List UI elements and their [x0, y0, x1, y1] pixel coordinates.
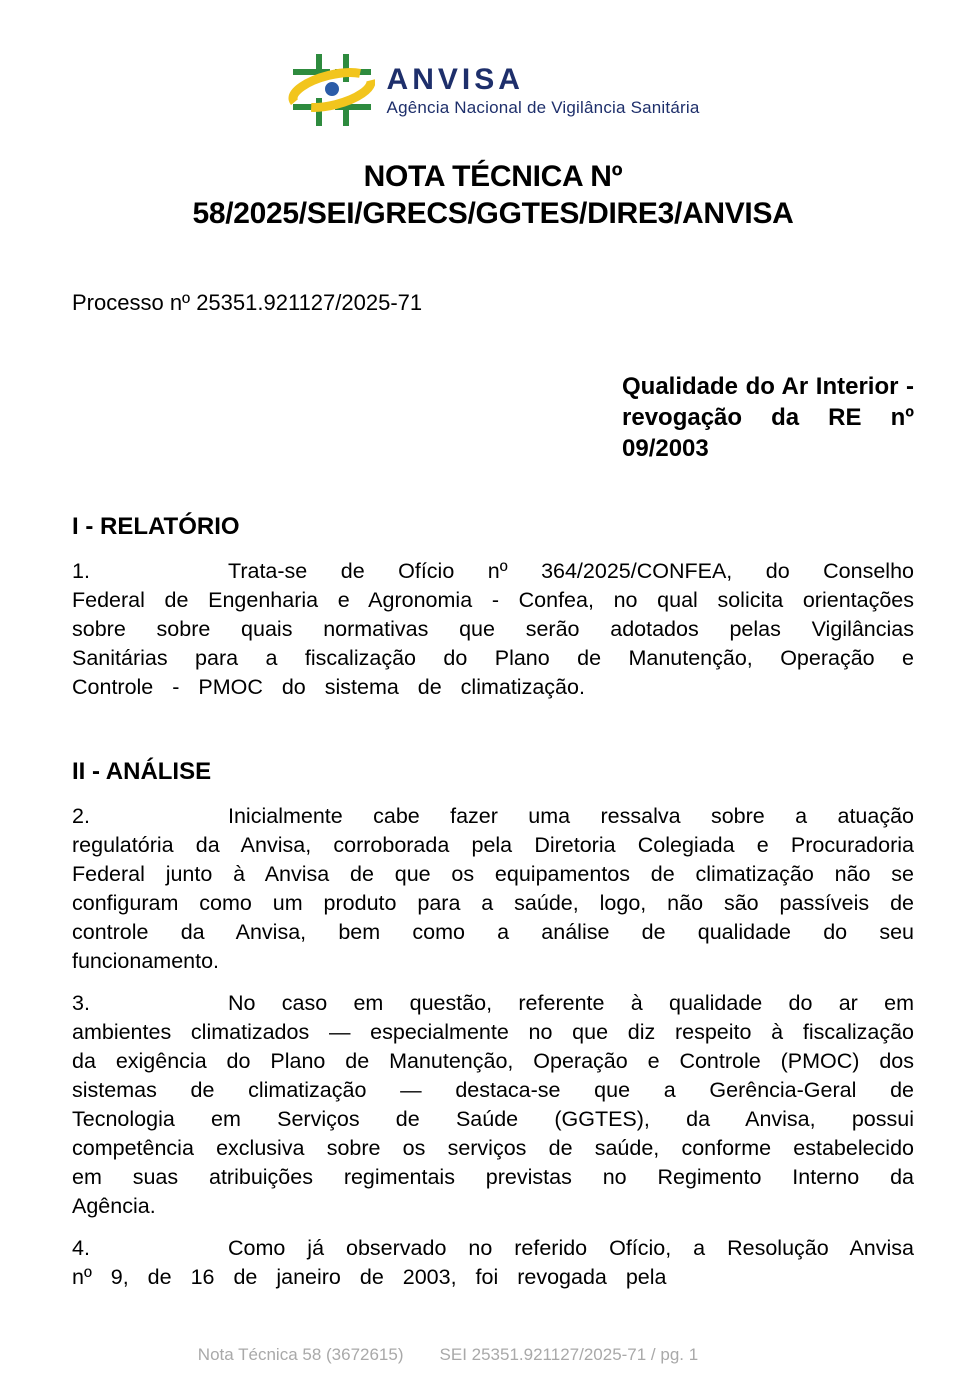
document-title: NOTA TÉCNICA Nº 58/2025/SEI/GRECS/GGTES/DIRE3/ANVISA	[192, 160, 794, 230]
paragraph-1	[72, 557, 914, 702]
paragraph-2-number: 2.	[72, 804, 90, 828]
anvisa-logo-text	[387, 63, 700, 118]
paragraph-3-number: 3.	[72, 991, 90, 1015]
paragraph-1-number: 1.	[72, 559, 90, 583]
section-heading-analise: II - ANÁLISE	[72, 758, 212, 785]
paragraph-2-text: Inicialmente cabe fazer uma ressalva sobre a atuação regulatória da Anvisa, corroborada pela Diretoria Colegiada e Procuradoria Federal junto à Anvisa de que os equipamentos de climatização não se configuram como um produto para a saúde, logo, não são passíveis de controle da Anvisa, bem como a análise de qualidade do seu funcionamento.	[72, 804, 914, 973]
footer-document-id: Nota Técnica 58 (3672615)	[197, 1345, 404, 1364]
page-footer	[0, 1345, 938, 1365]
paragraph-4-number: 4.	[72, 1236, 90, 1260]
subject-block: Qualidade do Ar Interior - revogação da RE nº 09/2003	[622, 373, 914, 462]
paragraph-3	[72, 989, 914, 1221]
section-heading-relatorio: I - RELATÓRIO	[72, 513, 240, 540]
footer-sei-page: SEI 25351.921127/2025-71 / pg. 1	[439, 1345, 699, 1364]
anvisa-logo	[72, 52, 914, 128]
paragraph-3-text: No caso em questão, referente à qualidade do ar em ambientes climatizados — especialmente no que diz respeito à fiscalização da exigência do Plano de Manutenção, Operação e Controle (PMOC) dos sistemas de climatização — destaca-se que a Gerência-Geral de Tecnologia em Serviços de Saúde (GGTES), da Anvisa, possui competência exclusiva sobre os serviços de saúde, conforme estabelecido em suas atribuições regimentais previstas no Regimento Interno da Agência.	[72, 991, 914, 1218]
paragraph-2	[72, 802, 914, 976]
brand-subtitle: Agência Nacional de Vigilância Sanitária	[386, 97, 700, 117]
brand-name: ANVISA	[386, 62, 524, 96]
paragraph-4-text: Como já observado no referido Ofício, a Resolução Anvisa nº 9, de 16 de janeiro de 2003, foi revogada pela	[72, 1236, 914, 1289]
paragraph-4	[72, 1234, 914, 1292]
process-number: Processo nº 25351.921127/2025-71	[72, 290, 423, 315]
anvisa-logo-icon	[287, 52, 375, 128]
paragraph-1-text: Trata-se de Ofício nº 364/2025/CONFEA, do Conselho Federal de Engenharia e Agronomia - Confea, no qual solicita orientações sobre sobre quais normativas que serão adotados pelas Vigilâncias Sanitárias para a fiscalização do Plano de Manutenção, Operação e Controle - PMOC do sistema de climatização.	[72, 559, 914, 699]
